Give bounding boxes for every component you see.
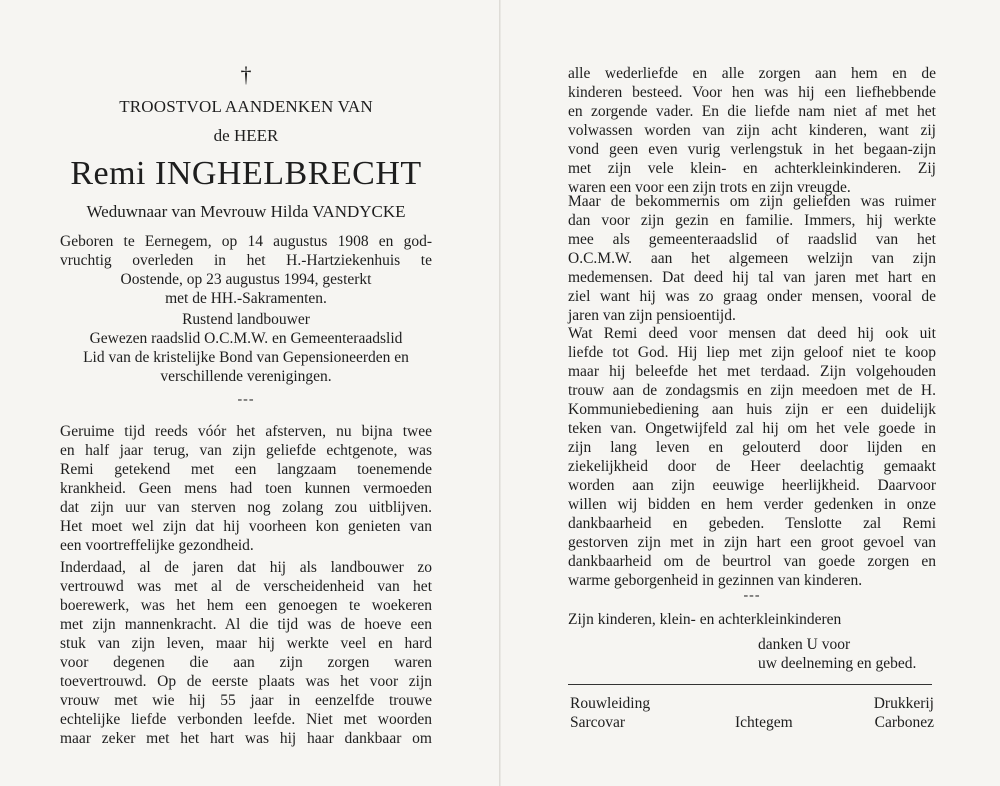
text-line: dankbaarheid om de beurtrol van goede zorgen en	[568, 553, 936, 570]
paragraph-3	[568, 64, 936, 197]
printer	[862, 694, 934, 732]
paragraph-1	[60, 422, 432, 555]
text-line: waren een voor een zijn trots en zijn vreugde.	[568, 179, 851, 196]
text-line: mee als gemeenteraadslid of raadslid van het	[568, 231, 936, 248]
thanks-line-2: uw deelneming en gebed.	[758, 655, 917, 672]
role-line: verschillende verenigingen.	[160, 368, 332, 385]
text-line: Maar de bekommernis om zijn geliefden was ruimer	[568, 193, 936, 210]
text-line: ziel want hij was zo graag onder mensen, vooral de	[568, 288, 936, 305]
footer-value: Carbonez	[874, 714, 934, 731]
born-line: met de HH.-Sakramenten.	[165, 290, 327, 307]
text-line: voor degenen die aan zijn zorgen waren	[60, 654, 432, 671]
text-line: Het moet wel zijn dat hij voorheen kon genieten van	[60, 518, 432, 535]
footer-location: Ichtegem	[735, 714, 793, 731]
text-line: Kommuniebediening aan huis zijn er een duidelijk	[568, 401, 936, 418]
born-line: vruchtig overleden in het H.-Hartziekenhuis te	[60, 252, 432, 269]
text-line: dan voor zijn gezin en familie. Immers, hij werkte	[568, 212, 936, 229]
paragraph-4	[568, 192, 936, 325]
text-line: een voortreffelijke gezondheid.	[60, 537, 254, 554]
text-line: willen wij bidden en hem verder gedenken in onze	[568, 496, 936, 513]
text-line: trouw aan de zondagsmis en zijn meedoen met de H.	[568, 382, 936, 399]
widow-line: Weduwnaar van Mevrouw Hilda VANDYCKE	[86, 202, 406, 221]
text-line: vrouw met wie hij 55 jaar in eenzelfde trouwe	[60, 692, 432, 709]
role-line: Gewezen raadslid O.C.M.W. en Gemeenteraadslid	[89, 330, 403, 347]
heading-line-1: TROOSTVOL AANDENKEN VAN	[119, 97, 373, 116]
footer-label: Drukkerij	[873, 695, 934, 712]
text-line: liefde tot God. Hij liep met zijn geloof niet te koop	[568, 344, 936, 361]
text-line: vond geen even vurig verlengstuk in het begaan-zijn	[568, 141, 936, 158]
footer-rule	[568, 684, 932, 685]
role-line: Rustend landbouwer	[182, 311, 310, 328]
deceased-name: Remi INGHELBRECHT	[70, 155, 422, 192]
text-line: dat zijn uur van sterven nog zolang zou uitblijven.	[60, 499, 432, 516]
text-line: volwassen worden van zijn acht kinderen, want zij	[568, 122, 936, 139]
text-line: kinderen besteed. Voor hen was hij een liefhebbende	[568, 84, 936, 101]
text-line: O.C.M.W. aan het algemeen welzijn van zijn	[568, 250, 936, 267]
text-line: maar zeker met het hart was hij haar dankbaar om	[60, 730, 432, 747]
text-line: en zorgende vader. En die liefde nam niet af met het	[568, 103, 936, 120]
text-line: krankheid. Geen mens had toen kunnen vermoeden	[60, 480, 432, 497]
text-line: Remi getekend met een langzaam toenemende	[60, 461, 432, 478]
fold-line	[499, 0, 501, 786]
text-line: maar hij beleefde het met terdaad. Zijn volgehouden	[568, 363, 936, 380]
text-line: met zijn mannenkracht. Al die tijd was de hoeve een	[60, 616, 432, 633]
birth-death-text	[60, 232, 432, 308]
paragraph-2	[60, 558, 432, 748]
role-line: Lid van de kristelijke Bond van Gepensioneerden en	[83, 349, 409, 366]
text-line: worden aan zijn eeuwige heerlijkheid. Daarvoor	[568, 477, 936, 494]
roles-text	[60, 310, 432, 386]
footer-label: Rouwleiding	[570, 695, 651, 712]
text-line: Inderdaad, al de jaren dat hij als landbouwer zo	[60, 559, 432, 576]
text-line: toevertrouwd. Op de eerste plaats was het voor zijn	[60, 673, 432, 690]
born-line: Geboren te Eernegem, op 14 augustus 1908 en god-	[60, 233, 432, 250]
text-line: boerewerk, was het hem een genoegen te woekeren	[60, 597, 432, 614]
text-line: vertrouwd was met al de verscheidenheid van het	[60, 578, 432, 595]
text-line: warme geborgenheid in gezinnen van kinderen.	[568, 572, 863, 589]
text-line: medemensen. Dat deed hij tal van jaren met hart en	[568, 269, 936, 286]
text-line: Wat Remi deed voor mensen dat deed hij ook uit	[568, 325, 936, 342]
text-line: met zijn vele klein- en achterkleinkinderen. Zij	[568, 160, 936, 177]
text-line: en half jaar terug, van zijn geliefde echtgenote, was	[60, 442, 432, 459]
text-line: alle wederliefde en alle zorgen aan hem en de	[568, 65, 936, 82]
left-page	[60, 0, 432, 786]
born-line: Oostende, op 23 augustus 1994, gesterkt	[120, 271, 372, 288]
text-line: ziekelijkheid door de Heer deelachtig gemaakt	[568, 458, 936, 475]
text-line: Geruime tijd reeds vóór het afsterven, nu bijna twee	[60, 423, 432, 440]
separator: ---	[237, 392, 255, 407]
text-line: zijn lang leven en gelouterd door lijden en	[568, 439, 936, 456]
text-line: gestorven zijn met in zijn hart een groot gevoel van	[568, 534, 936, 551]
text-line: stuk van zijn leven, maar hij werkte veel en hard	[60, 635, 432, 652]
family-line: Zijn kinderen, klein- en achterkleinkinderen	[568, 611, 842, 628]
footer-value: Sarcovar	[570, 714, 626, 731]
paragraph-5	[568, 324, 936, 590]
text-line: teken van. Ongetwijfeld zal hij om het vele goede in	[568, 420, 936, 437]
text-line: dankbaarheid en gebeden. Tenslotte zal Remi	[568, 515, 936, 532]
thanks-line-1: danken U voor	[758, 636, 851, 653]
right-page	[568, 0, 936, 786]
funeral-director	[570, 694, 650, 732]
cross-icon: †	[240, 62, 252, 87]
heading-line-2: de HEER	[213, 126, 279, 145]
separator: ---	[743, 588, 761, 603]
text-line: jaren van zijn pensioentijd.	[568, 307, 736, 324]
text-line: echtelijke liefde verbonden leefde. Niet met woorden	[60, 711, 432, 728]
